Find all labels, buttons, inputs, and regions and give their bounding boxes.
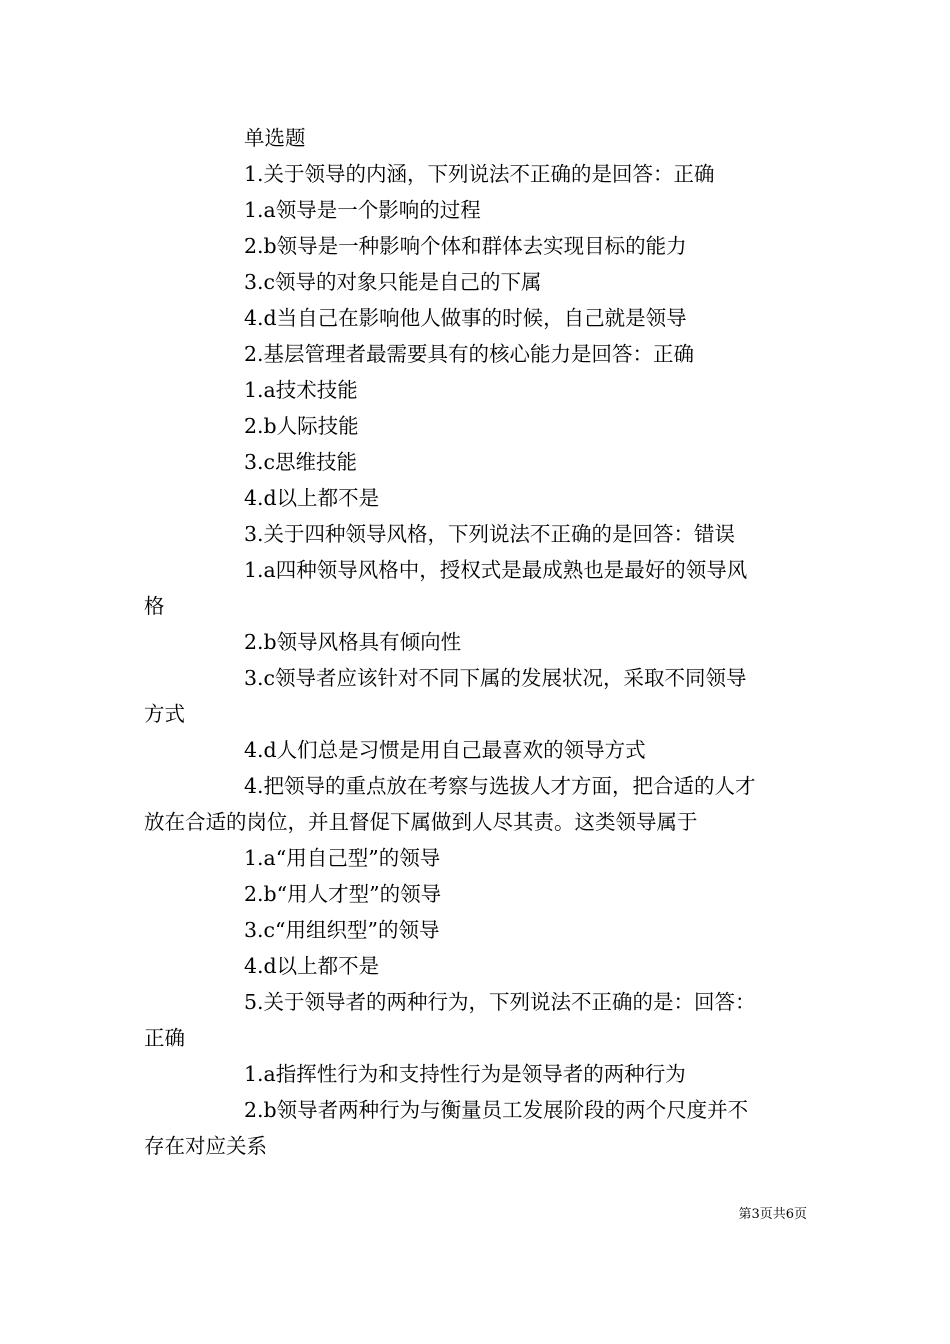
- option: 2.b领导风格具有倾向性: [244, 630, 462, 654]
- option: 4.d当自己在影响他人做事的时候，自己就是领导: [244, 306, 687, 330]
- option-continuation: 存在对应关系: [144, 1134, 267, 1158]
- document-body: [144, 120, 809, 1164]
- question-stem: 4.把领导的重点放在考察与选拔人才方面，把合适的人才: [244, 774, 756, 798]
- question-stem-continuation: 正确: [144, 1026, 185, 1050]
- option: 1.a四种领导风格中，授权式是最成熟也是最好的领导风: [244, 558, 748, 582]
- question-stem: 1.关于领导的内涵，下列说法不正确的是回答：正确: [244, 162, 715, 186]
- option: 3.c“用组织型”的领导: [244, 918, 440, 942]
- option: 3.c领导者应该针对不同下属的发展状况，采取不同领导: [244, 666, 747, 690]
- question-stem: 3.关于四种领导风格，下列说法不正确的是回答：错误: [244, 522, 736, 546]
- option: 4.d以上都不是: [244, 954, 380, 978]
- option: 1.a技术技能: [244, 378, 358, 402]
- section-heading: 单选题: [244, 126, 306, 150]
- option: 4.d以上都不是: [244, 486, 380, 510]
- question-stem: 5.关于领导者的两种行为，下列说法不正确的是：回答：: [244, 990, 756, 1014]
- option-continuation: 方式: [144, 702, 185, 726]
- question-stem: 2.基层管理者最需要具有的核心能力是回答：正确: [244, 342, 695, 366]
- option: 3.c领导的对象只能是自己的下属: [244, 270, 542, 294]
- option: 2.b领导是一种影响个体和群体去实现目标的能力: [244, 234, 687, 258]
- option: 1.a指挥性行为和支持性行为是领导者的两种行为: [244, 1062, 686, 1086]
- option: 2.b领导者两种行为与衡量员工发展阶段的两个尺度并不: [244, 1098, 749, 1122]
- option: 1.a领导是一个影响的过程: [244, 198, 481, 222]
- page-number: 第3页共6页: [738, 1207, 807, 1222]
- option: 4.d人们总是习惯是用自己最喜欢的领导方式: [244, 738, 646, 762]
- option-continuation: 格: [144, 594, 165, 618]
- question-stem-continuation: 放在合适的岗位，并且督促下属做到人尽其责。这类领导属于: [144, 810, 698, 834]
- option: 2.b人际技能: [244, 414, 359, 438]
- option: 1.a“用自己型”的领导: [244, 846, 441, 870]
- option: 3.c思维技能: [244, 450, 358, 474]
- option: 2.b“用人才型”的领导: [244, 882, 442, 906]
